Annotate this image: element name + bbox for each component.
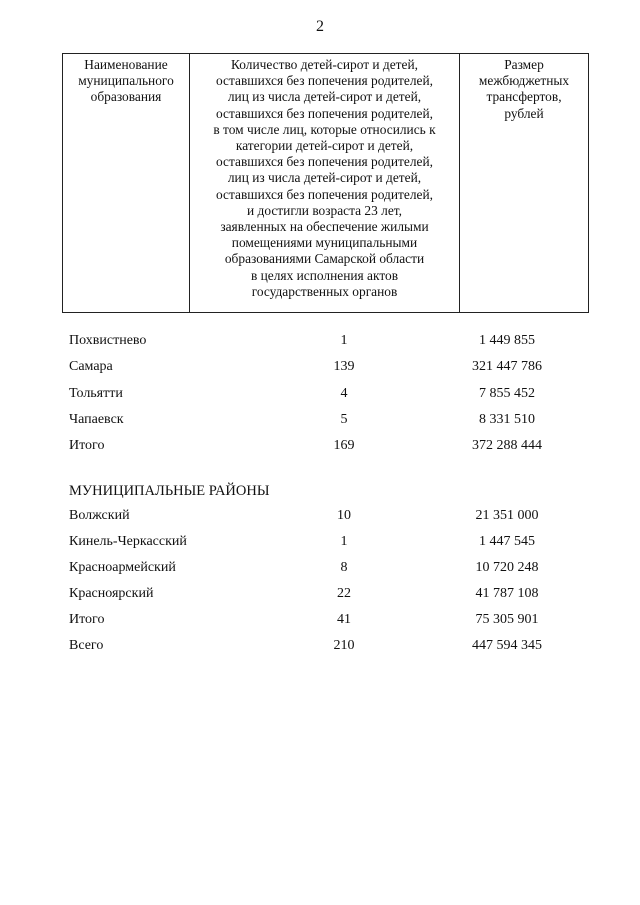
table-row (0, 384, 640, 404)
table-row (0, 584, 640, 604)
header-line: образования (90, 89, 162, 105)
row-name: Чапаевск (69, 412, 124, 427)
row-name: Похвистнево (69, 333, 147, 348)
table-row (0, 357, 640, 377)
row-count: 210 (333, 638, 355, 653)
header-line: помещениями муниципальными (231, 235, 418, 251)
header-line: категории детей-сирот и детей, (235, 138, 414, 154)
row-name: Тольятти (69, 386, 123, 401)
row-count: 5 (340, 412, 348, 427)
header-line: лиц из числа детей-сирот и детей, (227, 170, 422, 186)
row-amount: 1 449 855 (479, 333, 535, 348)
row-name: Красноярский (69, 586, 154, 601)
row-name: Кинель-Черкасский (69, 534, 187, 549)
header-row (63, 54, 589, 313)
row-name: Волжский (69, 508, 130, 523)
header-line: в целях исполнения актов (250, 267, 399, 283)
header-line: оставшихся без попечения родителей, (216, 105, 433, 121)
header-line: заявленных на обеспечение жилыми (220, 219, 429, 235)
row-count: 41 (337, 612, 351, 627)
row-name: Самара (69, 359, 113, 374)
header-line: и достигли возраста 23 лет, (247, 202, 402, 218)
header-count (190, 54, 460, 313)
row-count: 169 (333, 438, 355, 453)
row-count: 1 (340, 333, 348, 348)
table-row-grand-total (0, 636, 640, 656)
table-row (0, 331, 640, 351)
header-line: межбюджетных (478, 73, 570, 89)
header-line: образованиями Самарской области (224, 251, 425, 267)
row-amount: 321 447 786 (472, 359, 542, 374)
row-count: 1 (340, 534, 348, 549)
header-table (62, 53, 589, 313)
header-line: Размер (504, 57, 544, 72)
header-line: оставшихся без попечения родителей, (216, 186, 433, 202)
header-line: лиц из числа детей-сирот и детей, (227, 89, 422, 105)
header-line: муниципального (78, 73, 174, 89)
row-amount: 372 288 444 (472, 438, 542, 453)
row-amount: 447 594 345 (472, 638, 542, 653)
row-count: 139 (333, 359, 355, 374)
section-title: МУНИЦИПАЛЬНЫЕ РАЙОНЫ (69, 483, 270, 499)
header-line: рублей (504, 105, 544, 121)
header-line: Наименование (84, 57, 168, 72)
header-line: оставшихся без попечения родителей, (216, 73, 433, 89)
header-line: государственных органов (251, 283, 398, 299)
row-amount: 21 351 000 (475, 508, 539, 523)
row-amount: 41 787 108 (475, 586, 539, 601)
table-row-total (0, 436, 640, 456)
table-row (0, 410, 640, 430)
row-amount: 8 331 510 (479, 412, 535, 427)
header-line: Количество детей-сирот и детей, (231, 57, 418, 72)
row-name: Итого (69, 438, 105, 453)
row-name: Всего (69, 638, 104, 653)
page-number: 2 (316, 18, 324, 35)
header-line: в том числе лиц, которые относились к (213, 121, 436, 137)
row-count: 8 (340, 560, 348, 575)
row-name: Итого (69, 612, 105, 627)
header-transfers (460, 54, 589, 313)
row-amount: 10 720 248 (475, 560, 539, 575)
row-amount: 7 855 452 (479, 386, 535, 401)
table-row-total (0, 610, 640, 630)
table-row (0, 532, 640, 552)
row-amount: 75 305 901 (475, 612, 539, 627)
row-name: Красноармейский (69, 560, 176, 575)
header-municipality (63, 54, 190, 313)
row-amount: 1 447 545 (479, 534, 535, 549)
row-count: 10 (337, 508, 351, 523)
table-row (0, 558, 640, 578)
row-count: 4 (340, 386, 348, 401)
header-line: оставшихся без попечения родителей, (216, 154, 433, 170)
row-count: 22 (337, 586, 351, 601)
table-row (0, 506, 640, 526)
header-line: трансфертов, (486, 89, 562, 105)
